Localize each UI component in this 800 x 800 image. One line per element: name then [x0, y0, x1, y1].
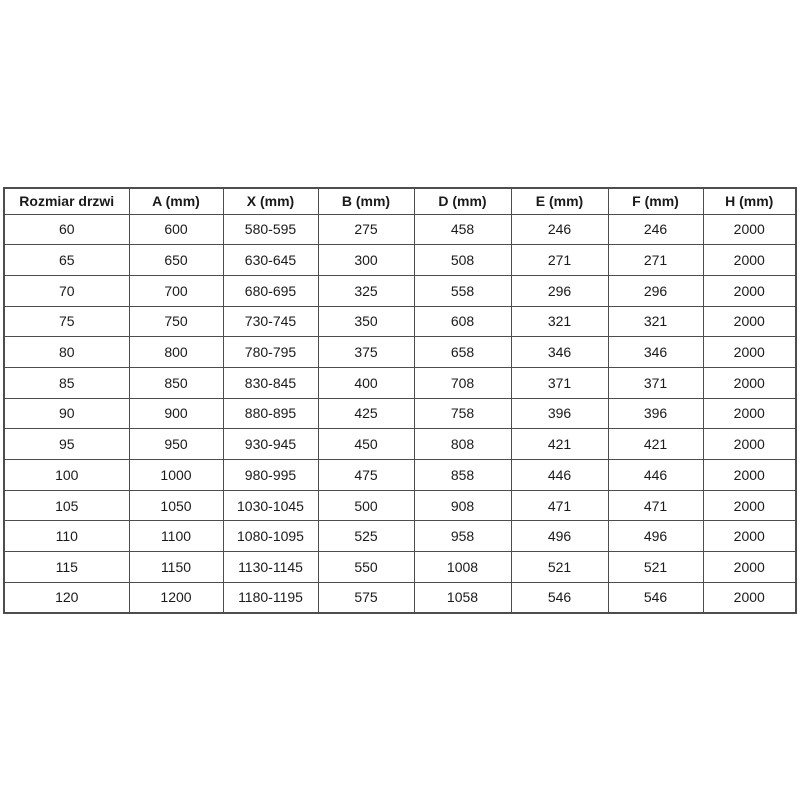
- table-cell: 508: [414, 245, 511, 276]
- table-cell: 758: [414, 398, 511, 429]
- table-cell: 371: [608, 367, 703, 398]
- table-cell: 321: [511, 306, 608, 337]
- table-cell: 1200: [129, 582, 223, 613]
- table-cell: 60: [4, 214, 129, 245]
- table-cell: 425: [318, 398, 414, 429]
- column-header-a-mm: A (mm): [129, 188, 223, 214]
- table-cell: 2000: [703, 398, 796, 429]
- column-header-h-mm: H (mm): [703, 188, 796, 214]
- table-cell: 950: [129, 429, 223, 460]
- table-cell: 400: [318, 367, 414, 398]
- table-cell: 521: [608, 552, 703, 583]
- table-cell: 446: [511, 460, 608, 491]
- table-cell: 296: [511, 275, 608, 306]
- table-cell: 450: [318, 429, 414, 460]
- table-row: [4, 429, 796, 460]
- table-header: [4, 188, 796, 214]
- table-cell: 630-645: [223, 245, 318, 276]
- table-row: [4, 490, 796, 521]
- table-cell: 658: [414, 337, 511, 368]
- table-row: [4, 398, 796, 429]
- table-cell: 1150: [129, 552, 223, 583]
- table-cell: 271: [608, 245, 703, 276]
- table-cell: 858: [414, 460, 511, 491]
- table-cell: 2000: [703, 337, 796, 368]
- table-cell: 808: [414, 429, 511, 460]
- table-cell: 471: [608, 490, 703, 521]
- table-cell: 85: [4, 367, 129, 398]
- table-cell: 750: [129, 306, 223, 337]
- table-cell: 421: [608, 429, 703, 460]
- table-cell: 2000: [703, 490, 796, 521]
- door-dimensions-table: [3, 187, 797, 614]
- table-cell: 700: [129, 275, 223, 306]
- table-cell: 1080-1095: [223, 521, 318, 552]
- table-cell: 115: [4, 552, 129, 583]
- table-cell: 120: [4, 582, 129, 613]
- table-row: [4, 245, 796, 276]
- table-cell: 65: [4, 245, 129, 276]
- table-cell: 1100: [129, 521, 223, 552]
- table-cell: 350: [318, 306, 414, 337]
- table-cell: 2000: [703, 214, 796, 245]
- table-cell: 271: [511, 245, 608, 276]
- table-cell: 930-945: [223, 429, 318, 460]
- column-header-rozmiar-drzwi: Rozmiar drzwi: [4, 188, 129, 214]
- table-cell: 321: [608, 306, 703, 337]
- table-row: [4, 306, 796, 337]
- table-cell: 90: [4, 398, 129, 429]
- table-cell: 2000: [703, 429, 796, 460]
- table-cell: 446: [608, 460, 703, 491]
- table-cell: 908: [414, 490, 511, 521]
- table-cell: 105: [4, 490, 129, 521]
- table-cell: 371: [511, 367, 608, 398]
- table-cell: 708: [414, 367, 511, 398]
- table-cell: 1000: [129, 460, 223, 491]
- table-cell: 558: [414, 275, 511, 306]
- table-cell: 475: [318, 460, 414, 491]
- column-header-e-mm: E (mm): [511, 188, 608, 214]
- table-cell: 246: [608, 214, 703, 245]
- table-cell: 608: [414, 306, 511, 337]
- table-cell: 500: [318, 490, 414, 521]
- table-cell: 246: [511, 214, 608, 245]
- table-cell: 900: [129, 398, 223, 429]
- table-cell: 850: [129, 367, 223, 398]
- table-cell: 346: [608, 337, 703, 368]
- table-cell: 396: [511, 398, 608, 429]
- table-cell: 496: [608, 521, 703, 552]
- table-cell: 730-745: [223, 306, 318, 337]
- table-cell: 300: [318, 245, 414, 276]
- table-cell: 830-845: [223, 367, 318, 398]
- table-row: [4, 582, 796, 613]
- table-cell: 1008: [414, 552, 511, 583]
- table-cell: 546: [511, 582, 608, 613]
- table-cell: 70: [4, 275, 129, 306]
- table-body: [4, 214, 796, 613]
- table-cell: 421: [511, 429, 608, 460]
- table-row: [4, 521, 796, 552]
- table-cell: 110: [4, 521, 129, 552]
- table-cell: 1180-1195: [223, 582, 318, 613]
- table-cell: 75: [4, 306, 129, 337]
- table-cell: 2000: [703, 552, 796, 583]
- table-cell: 100: [4, 460, 129, 491]
- table-cell: 346: [511, 337, 608, 368]
- table-header-row: [4, 188, 796, 214]
- table-row: [4, 337, 796, 368]
- table-cell: 325: [318, 275, 414, 306]
- table-cell: 650: [129, 245, 223, 276]
- table-cell: 2000: [703, 245, 796, 276]
- column-header-f-mm: F (mm): [608, 188, 703, 214]
- table-row: [4, 275, 796, 306]
- table-cell: 496: [511, 521, 608, 552]
- column-header-d-mm: D (mm): [414, 188, 511, 214]
- table-cell: 2000: [703, 367, 796, 398]
- table-cell: 275: [318, 214, 414, 245]
- table-cell: 575: [318, 582, 414, 613]
- table-cell: 980-995: [223, 460, 318, 491]
- table-row: [4, 460, 796, 491]
- table-cell: 546: [608, 582, 703, 613]
- table-cell: 780-795: [223, 337, 318, 368]
- table-cell: 375: [318, 337, 414, 368]
- table-cell: 525: [318, 521, 414, 552]
- table-cell: 2000: [703, 521, 796, 552]
- table-cell: 396: [608, 398, 703, 429]
- column-header-b-mm: B (mm): [318, 188, 414, 214]
- table-cell: 471: [511, 490, 608, 521]
- table-cell: 80: [4, 337, 129, 368]
- table-cell: 580-595: [223, 214, 318, 245]
- column-header-x-mm: X (mm): [223, 188, 318, 214]
- table-cell: 958: [414, 521, 511, 552]
- table-cell: 1050: [129, 490, 223, 521]
- table-row: [4, 552, 796, 583]
- table-cell: 521: [511, 552, 608, 583]
- table-cell: 680-695: [223, 275, 318, 306]
- table-row: [4, 214, 796, 245]
- table-cell: 880-895: [223, 398, 318, 429]
- table-cell: 296: [608, 275, 703, 306]
- table-cell: 1130-1145: [223, 552, 318, 583]
- table-cell: 2000: [703, 306, 796, 337]
- table-cell: 2000: [703, 582, 796, 613]
- table-row: [4, 367, 796, 398]
- table-cell: 458: [414, 214, 511, 245]
- table-cell: 800: [129, 337, 223, 368]
- table-cell: 1058: [414, 582, 511, 613]
- table-cell: 550: [318, 552, 414, 583]
- table-cell: 2000: [703, 275, 796, 306]
- table-cell: 95: [4, 429, 129, 460]
- table-cell: 600: [129, 214, 223, 245]
- table-cell: 2000: [703, 460, 796, 491]
- table-cell: 1030-1045: [223, 490, 318, 521]
